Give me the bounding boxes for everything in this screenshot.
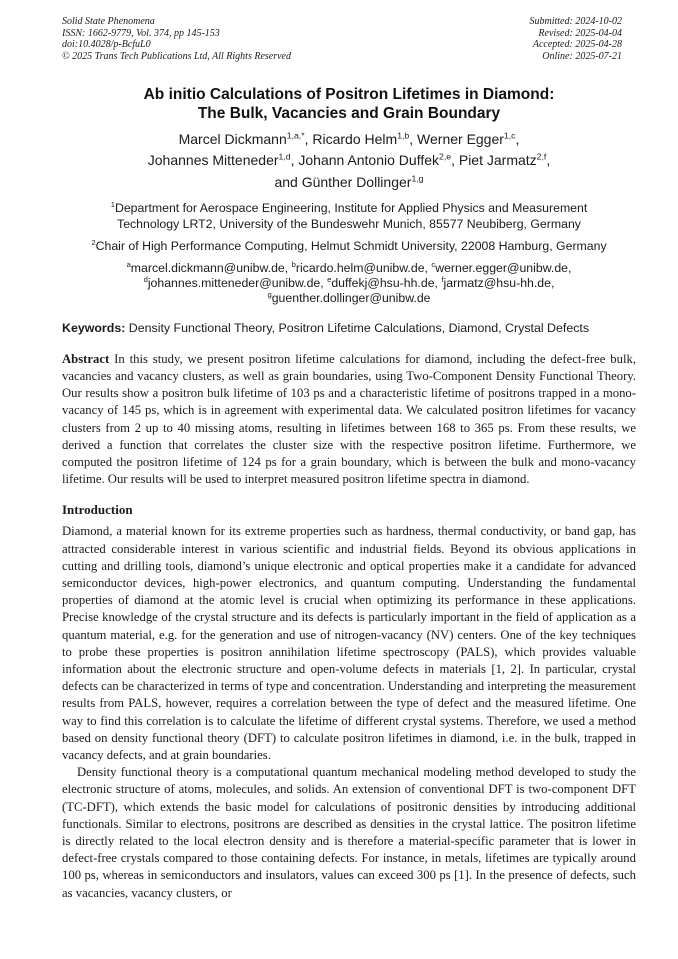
- text-segment: jarmatz@hsu-hh.de,: [443, 276, 555, 291]
- journal-header: [62, 16, 636, 63]
- text-segment: Department for Aerospace Engineering, Institute for Applied Physics and Measurement: [114, 201, 588, 216]
- affiliation-line: [62, 201, 636, 217]
- author-line: [62, 172, 636, 194]
- superscript: 1,b: [397, 130, 410, 141]
- superscript: 1,a,*: [286, 130, 305, 141]
- introduction-paragraph-1: Diamond, a material known for its extreme properties such as hardness, thermal conductivity, or band gap, has attracted considerable interest in various scientific and industrial fields. Beyond its obvious applications in cutting and drilling tools, diamond’s unique electronic and optical properties make it a candidate for advanced semiconductor devices, high-power electronics, and quantum computing. Understanding the fundamental properties of diamond at the atomic level is crucial when optimizing its performance in these applications. Precise knowledge of the crystal structure and its defects is particularly important in the field of application as a quantum material, e.g. for the generation and use of nitrogen-vacancy (NV) centers. One of the key techniques to probe these properties is positron annihilation lifetime spectroscopy (PALS), which provides valuable information about the electronic structure and open-volume defects in materials [1, 2]. In particular, crystal defects can be characterized in terms of type and concentration. Understanding and interpreting the measurement results from PALS, however, requires a correlation between the type of defect and the measured lifetime. One way to find this correlation is to calculate the lifetime of different crystal systems. Therefore, we used a method based on density functional theory (DFT) to calculate positron lifetimes in diamond, i.e. in the bulk, trapped in vacancy defects, and at grain boundaries.: [62, 524, 636, 762]
- paper-title: [62, 85, 636, 123]
- superscript: 2,e: [439, 151, 452, 162]
- superscript: 2,f: [536, 151, 547, 162]
- text-segment: , Johann Antonio Duffek: [290, 152, 440, 169]
- submission-date-line: Accepted: 2025-04-28: [532, 39, 622, 51]
- superscript: d: [143, 275, 148, 285]
- text-segment: guenther.dollinger@unibw.de: [271, 291, 431, 306]
- text-segment: Marcel Dickmann: [178, 130, 287, 147]
- journal-info: [62, 16, 291, 63]
- journal-info-line: ISSN: 1662-9779, Vol. 374, pp 145-153: [62, 27, 220, 39]
- superscript: f: [441, 275, 444, 285]
- introduction-paragraph-2: Density functional theory is a computational quantum mechanical modeling method developed to study the electronic structure of atoms, molecules, and solids. An extension of conventional DFT is two-component DFT (TC-DFT), which extends the basic model for calculations of positronic densities by introducing additional functionals. Similar to electrons, positrons are described as densities in the crystal lattice. The positron lifetime is directly related to the local electron density and is therefore a material-specific parameter that is lower in defect-free crystals compared to those containing defects. For instance, in metals, lifetimes are typically around 100 ps, whereas in semiconductors and insulators, values can exceed 300 ps [1]. In the presence of defects, such as vacancies, vacancy clusters, or: [62, 765, 636, 900]
- text-segment: johannes.mitteneder@unibw.de,: [147, 276, 328, 291]
- abstract-label: Abstract: [62, 351, 110, 366]
- superscript: g: [267, 290, 272, 300]
- superscript: c: [431, 259, 436, 269]
- text-segment: ricardo.helm@unibw.de,: [295, 260, 432, 275]
- superscript: 1,g: [411, 173, 424, 184]
- text-segment: Technology LRT2, University of the Bundeswehr Munich, 85577 Neubiberg, Germany: [117, 216, 581, 231]
- email-line: [62, 291, 636, 306]
- text-segment: marcel.dickmann@unibw.de,: [130, 260, 292, 275]
- journal-info-line: Solid State Phenomena: [62, 16, 155, 27]
- text-segment: werner.egger@unibw.de,: [435, 260, 572, 275]
- text-segment: duffekj@hsu-hh.de,: [331, 276, 442, 291]
- section-heading-introduction: Introduction: [62, 502, 133, 518]
- keywords-text: Density Functional Theory, Positron Lifetime Calculations, Diamond, Crystal Defects: [125, 320, 590, 335]
- page-content: [62, 0, 636, 902]
- text-segment: , Piet Jarmatz: [451, 152, 537, 169]
- email-line: [62, 276, 636, 291]
- text-segment: ,: [515, 130, 520, 147]
- superscript: 1,d: [278, 151, 291, 162]
- journal-info-line: doi:10.4028/p-BcfuL0: [62, 39, 151, 51]
- keywords-row: [62, 321, 636, 336]
- text-segment: Chair of High Performance Computing, Helmut Schmidt University, 22008 Hamburg, Germany: [95, 239, 607, 254]
- paper-title-line: The Bulk, Vacancies and Grain Boundary: [197, 104, 501, 122]
- submission-date-line: Submitted: 2024-10-02: [529, 16, 622, 27]
- text-segment: ,: [546, 152, 551, 169]
- email-line: [62, 261, 636, 276]
- submission-date-line: Revised: 2025-04-04: [538, 27, 622, 39]
- superscript: 1,c: [503, 130, 516, 141]
- abstract-text: In this study, we present positron lifetime calculations for diamond, including the defect-free bulk, vacancies and vacancy clusters, as well as grain boundaries, using Two-Component Density Functional Theory. Our results show a positron bulk lifetime of 103 ps and a characteristic lifetime of positrons trapped in a mono-vacancy of 145 ps, which is in agreement with experimental data. We calculated positron lifetimes for vacancy clusters from 2 up to 40 missing atoms, resulting in lifetimes between 168 to 365 ps. From these results, we derived a function that correlates the cluster size with the respective positron lifetime. Furthermore, we computed the positron lifetime of 124 ps for a grain boundary, which is between the bulk and mono-vacancy lifetime. Our results will be used to interpret measured positron lifetime spectra in diamond.: [62, 351, 636, 487]
- submission-dates: [530, 16, 637, 63]
- superscript: e: [327, 275, 332, 285]
- text-segment: Johannes Mitteneder: [147, 152, 279, 169]
- superscript: 1: [110, 200, 115, 210]
- text-segment: , Ricardo Helm: [304, 130, 398, 147]
- paper-title-line: Ab initio Calculations of Positron Lifetimes in Diamond:: [143, 85, 555, 103]
- author-list: [62, 129, 636, 194]
- superscript: a: [126, 259, 131, 269]
- keywords-label: Keywords:: [62, 320, 126, 335]
- text-segment: and Günther Dollinger: [274, 173, 412, 190]
- affiliation-line: [62, 239, 636, 255]
- affiliation-2: [62, 239, 636, 255]
- affiliation-1: [62, 201, 636, 232]
- text-segment: , Werner Egger: [409, 130, 504, 147]
- abstract: [62, 351, 636, 489]
- submission-date-line: Online: 2025-07-21: [542, 51, 622, 63]
- superscript: 2: [91, 238, 96, 248]
- journal-info-line: © 2025 Trans Tech Publications Ltd, All Rights Reserved: [62, 51, 291, 63]
- author-emails: [62, 261, 636, 307]
- affiliation-line: [62, 217, 636, 233]
- superscript: b: [291, 259, 296, 269]
- author-line: [62, 129, 636, 151]
- author-line: [62, 150, 636, 172]
